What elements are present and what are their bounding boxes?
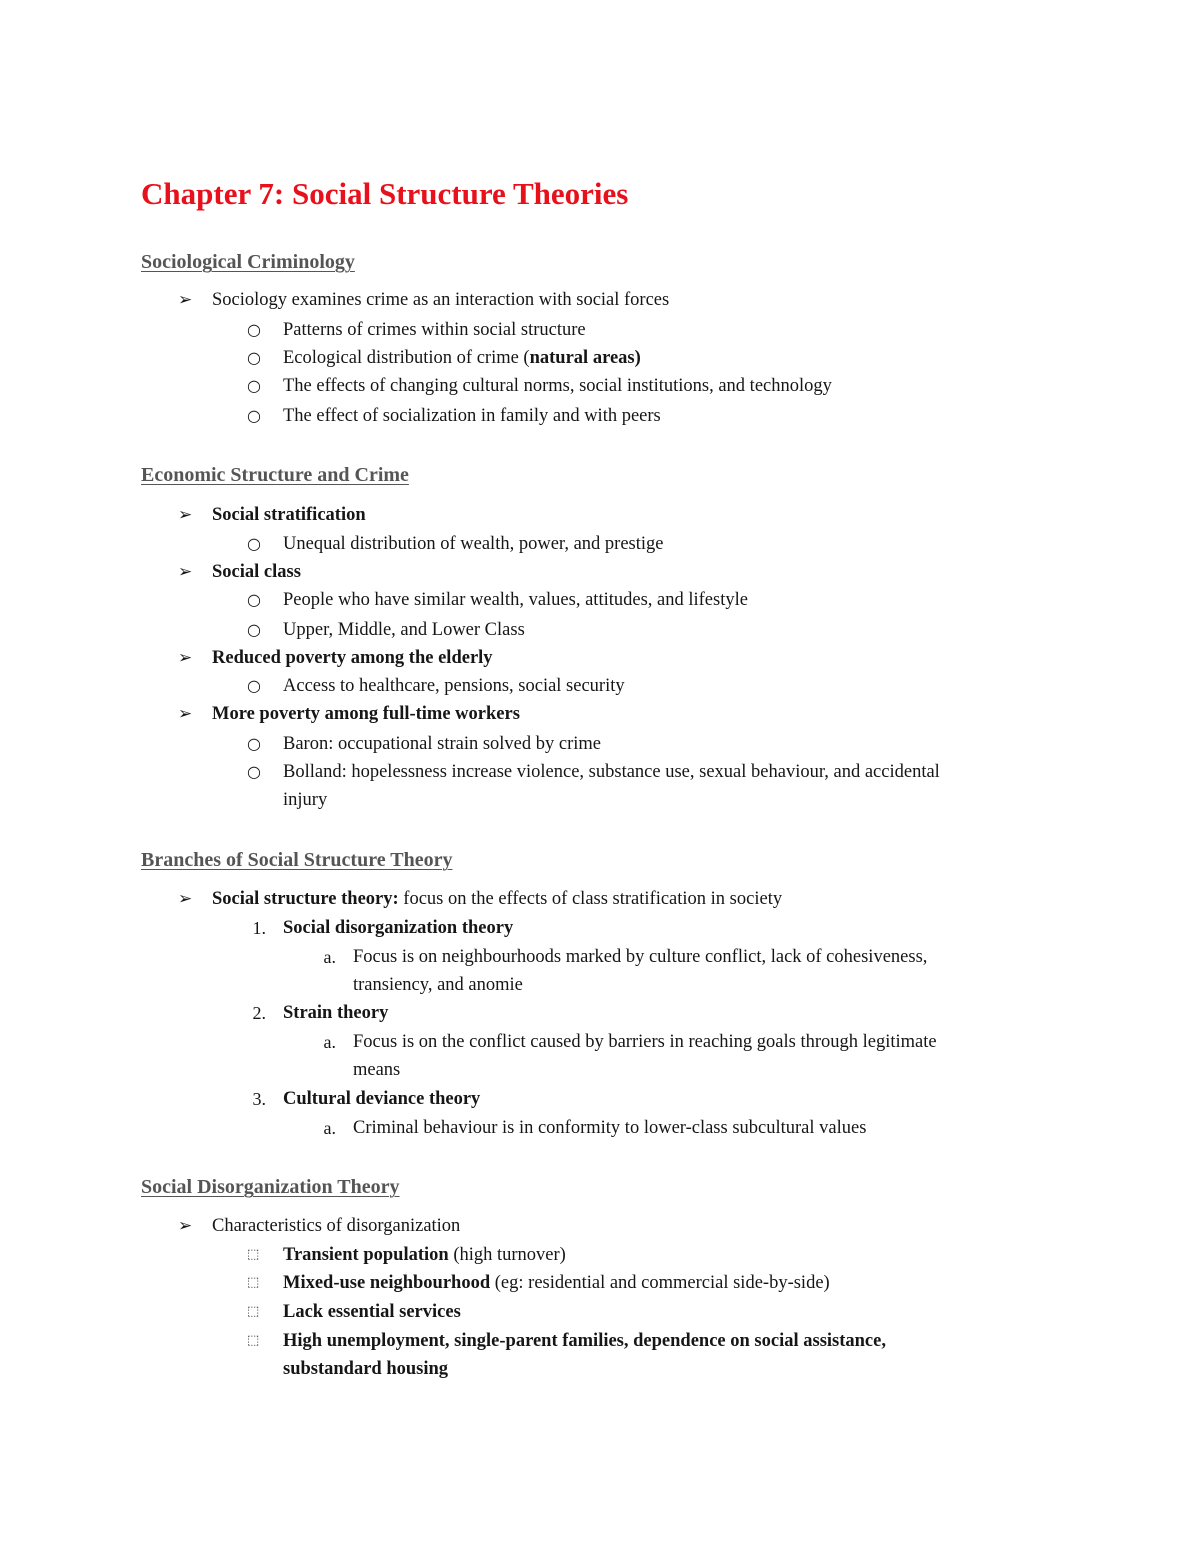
arrow-bullet-icon: ➢ — [178, 1216, 193, 1236]
sub-item: High unemployment, single-parent families, dependence on social assistance, — [283, 1331, 886, 1351]
numbered-item: Cultural deviance theory — [283, 1089, 481, 1109]
circle-bullet-icon: ○ — [247, 376, 261, 395]
section-heading-economic-structure: Economic Structure and Crime — [141, 464, 409, 486]
sub-item: Bolland: hopelessness increase violence, substance use, sexual behaviour, and accidental — [283, 762, 940, 782]
bullet-item: Characteristics of disorganization — [212, 1216, 461, 1236]
bullet-item: More poverty among full-time workers — [212, 704, 520, 724]
bullet-item: Social stratification — [212, 505, 366, 525]
numbered-item: Strain theory — [283, 1003, 389, 1023]
sub-item: The effect of socialization in family and with peers — [283, 406, 661, 426]
circle-bullet-icon: ○ — [247, 734, 261, 753]
dotted-square-bullet-icon: ⬚ — [247, 1333, 260, 1348]
sub-item: People who have similar wealth, values, attitudes, and lifestyle — [283, 590, 748, 610]
lettered-item: Focus is on neighbourhoods marked by culture conflict, lack of cohesiveness, — [353, 947, 928, 967]
circle-bullet-icon: ○ — [247, 320, 261, 339]
section-heading-sociological-criminology: Sociological Criminology — [141, 251, 355, 273]
list-number: 2. — [252, 1003, 266, 1023]
sub-item: Ecological distribution of crime (natural areas) — [283, 348, 641, 368]
lettered-item-continuation: means — [353, 1060, 401, 1080]
arrow-bullet-icon: ➢ — [178, 889, 193, 909]
list-number: 1. — [252, 918, 266, 938]
circle-bullet-icon: ○ — [247, 762, 261, 781]
list-letter: a. — [323, 1118, 336, 1138]
circle-bullet-icon: ○ — [247, 676, 261, 695]
bullet-item: Reduced poverty among the elderly — [212, 648, 493, 668]
sub-item: Patterns of crimes within social structure — [283, 320, 586, 340]
sub-item: Unequal distribution of wealth, power, and prestige — [283, 534, 664, 554]
circle-bullet-icon: ○ — [247, 348, 261, 367]
sub-item-continuation: injury — [283, 790, 328, 810]
lettered-item: Criminal behaviour is in conformity to lower-class subcultural values — [353, 1118, 867, 1138]
sub-item: Upper, Middle, and Lower Class — [283, 620, 525, 640]
sub-item: Transient population (high turnover) — [283, 1245, 566, 1265]
sub-item-continuation: substandard housing — [283, 1359, 449, 1379]
arrow-bullet-icon: ➢ — [178, 290, 193, 310]
dotted-square-bullet-icon: ⬚ — [247, 1247, 260, 1262]
lettered-item-continuation: transiency, and anomie — [353, 975, 523, 995]
sub-item: Baron: occupational strain solved by crime — [283, 734, 602, 754]
list-letter: a. — [323, 947, 336, 967]
page-title: Chapter 7: Social Structure Theories — [141, 176, 629, 211]
arrow-bullet-icon: ➢ — [178, 648, 193, 668]
list-number: 3. — [252, 1089, 266, 1109]
sub-item: Mixed-use neighbourhood (eg: residential and commercial side-by-side) — [283, 1273, 830, 1293]
sub-item: Access to healthcare, pensions, social security — [283, 676, 625, 696]
dotted-square-bullet-icon: ⬚ — [247, 1304, 260, 1319]
list-letter: a. — [323, 1032, 336, 1052]
section-heading-branches: Branches of Social Structure Theory — [141, 849, 453, 871]
arrow-bullet-icon: ➢ — [178, 704, 193, 724]
arrow-bullet-icon: ➢ — [178, 505, 193, 525]
circle-bullet-icon: ○ — [247, 406, 261, 425]
circle-bullet-icon: ○ — [247, 620, 261, 639]
lettered-item: Focus is on the conflict caused by barriers in reaching goals through legitimate — [353, 1032, 937, 1052]
circle-bullet-icon: ○ — [247, 534, 261, 553]
numbered-item: Social disorganization theory — [283, 918, 514, 938]
bullet-item: Social structure theory: focus on the effects of class stratification in society — [212, 889, 783, 909]
bullet-item: Social class — [212, 562, 301, 582]
section-heading-social-disorganization: Social Disorganization Theory — [141, 1176, 400, 1198]
circle-bullet-icon: ○ — [247, 590, 261, 609]
arrow-bullet-icon: ➢ — [178, 562, 193, 582]
bullet-item: Sociology examines crime as an interaction with social forces — [212, 290, 670, 310]
dotted-square-bullet-icon: ⬚ — [247, 1275, 260, 1290]
sub-item: The effects of changing cultural norms, social institutions, and technology — [283, 376, 832, 396]
sub-item: Lack essential services — [283, 1302, 461, 1322]
